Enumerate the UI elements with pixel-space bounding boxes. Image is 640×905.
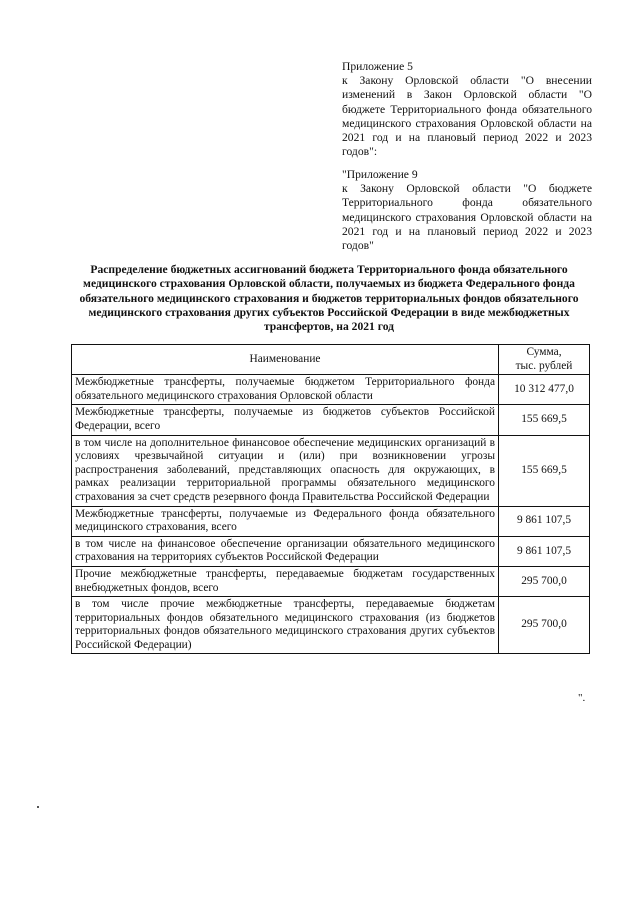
appendix-5-text: к Закону Орловской области "О внесении изменений в Закон Орловской области "О бюджете Территориального фонда обязательного медицинского страхования Орловской области на 2021 год и на плановый период 2022 и 2023 годов": (342, 74, 592, 159)
table-row (72, 597, 590, 654)
row-name: в том числе на дополнительное финансовое обеспечение медицинских организаций в условиях чрезвычайной ситуации и (или) при возникновении угрозы распространения заболеваний, представляющих опасность для окружающих, в рамках реализации территориальной программы обязательного медицинского страхования за счет средств резервного фонда Правительства Российской Федерации (72, 435, 499, 506)
header-amount-line1: Сумма, (526, 346, 562, 358)
row-amount: 9 861 107,5 (499, 506, 590, 536)
document-title: Распределение бюджетных ассигнований бюджета Территориального фонда обязательного медицинского страхования Орловской области, получаемых из бюджета Федерального фонда обязательного медицинского страхования и бюджетов территориальных фондов обязательного медицинского страхования других субъектов Российской Федерации в виде межбюджетных трансфертов, на 2021 год (79, 263, 579, 334)
appendix-9-heading: "Приложение 9 (342, 168, 418, 181)
header-amount (499, 345, 590, 375)
table-row (72, 435, 590, 506)
closing-quote-mark: ". (578, 692, 586, 704)
row-amount: 10 312 477,0 (499, 375, 590, 405)
appendix-9-text: к Закону Орловской области "О бюджете Территориального фонда обязательного медицинского страхования Орловской области на 2021 год и на плановый период 2022 и 2023 годов" (342, 182, 592, 253)
header-name: Наименование (72, 345, 499, 375)
appendix-5-heading: Приложение 5 (342, 60, 413, 73)
row-name: в том числе на финансовое обеспечение организации обязательного медицинского страхования на территориях субъектов Российской Федерации (72, 536, 499, 566)
table-row (72, 506, 590, 536)
table-row (72, 566, 590, 596)
row-name: Межбюджетные трансферты, получаемые бюджетом Территориального фонда обязательного медицинского страхования Орловской области (72, 375, 499, 405)
scan-speck (37, 806, 39, 808)
table-header-row (72, 345, 590, 375)
appendix-5-block (342, 60, 592, 159)
table-row (72, 536, 590, 566)
row-amount: 155 669,5 (499, 435, 590, 506)
row-name: Прочие межбюджетные трансферты, передаваемые бюджетам государственных внебюджетных фондов, всего (72, 566, 499, 596)
table-row (72, 375, 590, 405)
header-amount-line2: тыс. рублей (515, 359, 573, 372)
row-name: Межбюджетные трансферты, получаемые из Федерального фонда обязательного медицинского страхования, всего (72, 506, 499, 536)
row-amount: 295 700,0 (499, 597, 590, 654)
budget-table (71, 344, 590, 654)
row-name: Межбюджетные трансферты, получаемые из бюджетов субъектов Российской Федерации, всего (72, 405, 499, 435)
appendix-9-block (342, 168, 592, 253)
table-row (72, 405, 590, 435)
row-name: в том числе прочие межбюджетные трансферты, передаваемые бюджетам территориальных фондов обязательного медицинского страхования (из бюджетов территориальных фондов обязательного медицинского страхования других субъектов Российской Федерации) (72, 597, 499, 654)
row-amount: 295 700,0 (499, 566, 590, 596)
row-amount: 9 861 107,5 (499, 536, 590, 566)
row-amount: 155 669,5 (499, 405, 590, 435)
